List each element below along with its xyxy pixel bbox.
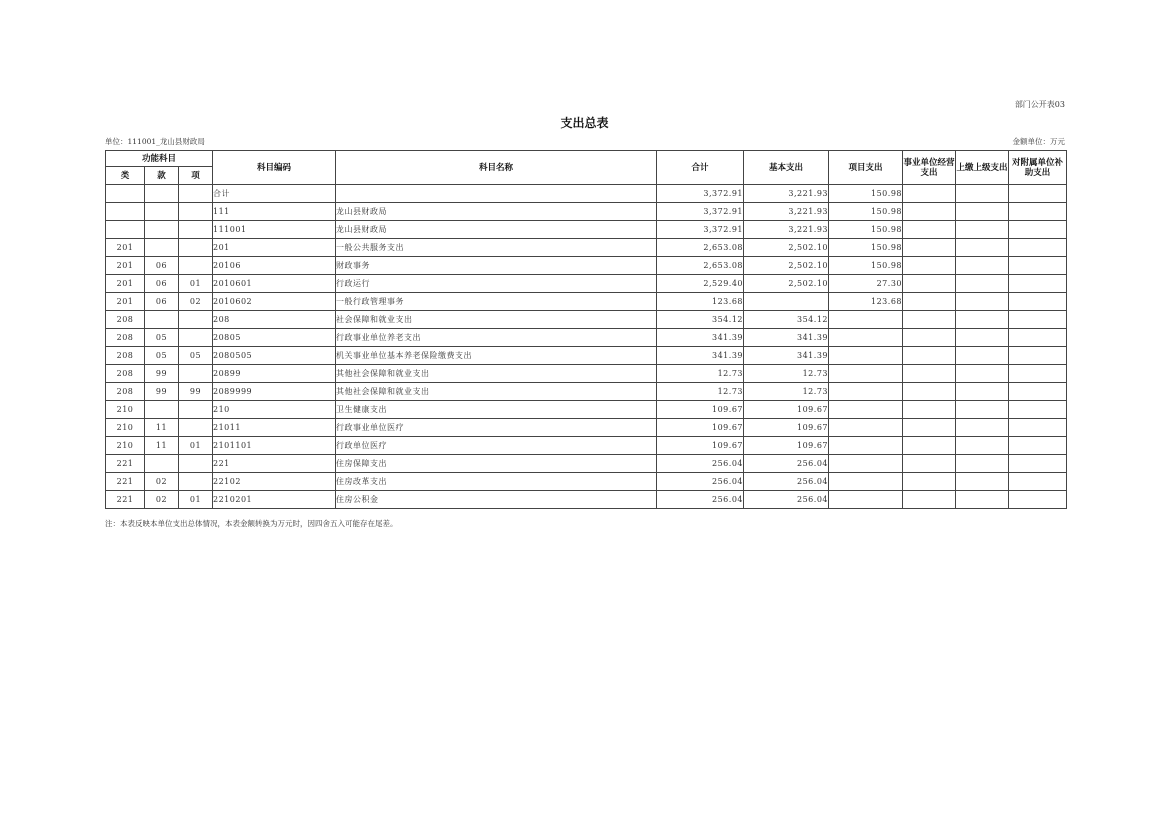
cell-project: [829, 365, 903, 383]
header-subsidy-expenditure: 对附属单位补助支出: [1009, 151, 1067, 185]
cell-total: 109.67: [657, 437, 744, 455]
cell-subsidy: [1009, 347, 1067, 365]
cell-name: 其他社会保障和就业支出: [336, 365, 657, 383]
cell-total: 256.04: [657, 491, 744, 509]
cell-xiang: [179, 239, 213, 257]
cell-kuan: [145, 239, 179, 257]
cell-subsidy: [1009, 203, 1067, 221]
cell-kuan: [145, 203, 179, 221]
cell-name: 住房保障支出: [336, 455, 657, 473]
cell-upper: [956, 473, 1009, 491]
header-business-expenditure: 事业单位经营支出: [903, 151, 956, 185]
cell-name: 行政单位医疗: [336, 437, 657, 455]
table-row: [106, 455, 1067, 473]
cell-kuan: 11: [145, 419, 179, 437]
expenditure-table: [105, 150, 1067, 509]
cell-total: 109.67: [657, 419, 744, 437]
cell-name: 社会保障和就业支出: [336, 311, 657, 329]
cell-code: 2010602: [213, 293, 336, 311]
table-row: [106, 203, 1067, 221]
cell-business: [903, 257, 956, 275]
table-row: [106, 491, 1067, 509]
cell-lei: 210: [106, 437, 145, 455]
cell-code: 2210201: [213, 491, 336, 509]
cell-kuan: 06: [145, 257, 179, 275]
cell-lei: 208: [106, 329, 145, 347]
cell-name: 其他社会保障和就业支出: [336, 383, 657, 401]
cell-code: 20899: [213, 365, 336, 383]
cell-project: 27.30: [829, 275, 903, 293]
cell-xiang: [179, 311, 213, 329]
cell-kuan: 02: [145, 473, 179, 491]
cell-lei: [106, 203, 145, 221]
cell-upper: [956, 383, 1009, 401]
cell-subsidy: [1009, 311, 1067, 329]
cell-project: 150.98: [829, 185, 903, 203]
cell-project: 150.98: [829, 203, 903, 221]
cell-basic: 256.04: [744, 491, 829, 509]
cell-subsidy: [1009, 329, 1067, 347]
cell-xiang: 99: [179, 383, 213, 401]
cell-xiang: [179, 257, 213, 275]
cell-upper: [956, 347, 1009, 365]
unit-label: 单位：111001_龙山县财政局: [105, 137, 205, 146]
cell-upper: [956, 365, 1009, 383]
cell-lei: 208: [106, 365, 145, 383]
cell-basic: 256.04: [744, 473, 829, 491]
form-number: 部门公开表03: [1014, 100, 1065, 109]
cell-subsidy: [1009, 257, 1067, 275]
cell-xiang: [179, 365, 213, 383]
cell-project: [829, 491, 903, 509]
cell-total: 3,372.91: [657, 221, 744, 239]
cell-lei: 201: [106, 257, 145, 275]
cell-xiang: [179, 455, 213, 473]
cell-project: [829, 473, 903, 491]
cell-name: 住房改革支出: [336, 473, 657, 491]
cell-subsidy: [1009, 365, 1067, 383]
cell-project: [829, 401, 903, 419]
cell-subsidy: [1009, 491, 1067, 509]
cell-business: [903, 347, 956, 365]
cell-business: [903, 473, 956, 491]
cell-project: 123.68: [829, 293, 903, 311]
header-total: 合计: [657, 151, 744, 185]
table-row: [106, 347, 1067, 365]
cell-kuan: [145, 221, 179, 239]
cell-upper: [956, 437, 1009, 455]
cell-upper: [956, 329, 1009, 347]
cell-business: [903, 455, 956, 473]
cell-upper: [956, 401, 1009, 419]
cell-lei: 208: [106, 383, 145, 401]
cell-code: 2010601: [213, 275, 336, 293]
table-row: [106, 239, 1067, 257]
table-row: [106, 257, 1067, 275]
cell-name: 机关事业单位基本养老保险缴费支出: [336, 347, 657, 365]
cell-basic: 3,221.93: [744, 221, 829, 239]
currency-unit-label: 金额单位：万元: [1012, 137, 1065, 146]
table-row: [106, 473, 1067, 491]
cell-subsidy: [1009, 383, 1067, 401]
cell-project: 150.98: [829, 239, 903, 257]
cell-project: [829, 347, 903, 365]
cell-kuan: [145, 185, 179, 203]
cell-code: 208: [213, 311, 336, 329]
cell-basic: 109.67: [744, 419, 829, 437]
cell-total: 341.39: [657, 347, 744, 365]
cell-code: 2089999: [213, 383, 336, 401]
cell-basic: 12.73: [744, 383, 829, 401]
cell-kuan: 99: [145, 383, 179, 401]
cell-total: 2,529.40: [657, 275, 744, 293]
cell-business: [903, 239, 956, 257]
cell-code: 201: [213, 239, 336, 257]
cell-code: 2080505: [213, 347, 336, 365]
cell-name: 一般行政管理事务: [336, 293, 657, 311]
cell-business: [903, 221, 956, 239]
table-row: [106, 365, 1067, 383]
cell-business: [903, 401, 956, 419]
cell-subsidy: [1009, 275, 1067, 293]
cell-lei: 210: [106, 419, 145, 437]
header-function-subject: 功能科目: [106, 151, 213, 167]
cell-name: [336, 185, 657, 203]
cell-code: 111001: [213, 221, 336, 239]
cell-basic: 12.73: [744, 365, 829, 383]
cell-basic: 2,502.10: [744, 239, 829, 257]
cell-xiang: 01: [179, 275, 213, 293]
cell-kuan: 06: [145, 275, 179, 293]
cell-lei: 201: [106, 275, 145, 293]
cell-lei: 201: [106, 239, 145, 257]
cell-business: [903, 275, 956, 293]
cell-upper: [956, 203, 1009, 221]
cell-name: 卫生健康支出: [336, 401, 657, 419]
cell-basic: 256.04: [744, 455, 829, 473]
cell-lei: [106, 185, 145, 203]
cell-xiang: [179, 419, 213, 437]
cell-kuan: 05: [145, 347, 179, 365]
cell-lei: [106, 221, 145, 239]
cell-code: 22102: [213, 473, 336, 491]
cell-lei: 221: [106, 455, 145, 473]
cell-business: [903, 311, 956, 329]
cell-code: 20106: [213, 257, 336, 275]
cell-code: 210: [213, 401, 336, 419]
cell-business: [903, 419, 956, 437]
header-kuan: 款: [145, 167, 179, 185]
cell-upper: [956, 239, 1009, 257]
header-subject-name: 科目名称: [336, 151, 657, 185]
cell-total: 256.04: [657, 473, 744, 491]
cell-kuan: 11: [145, 437, 179, 455]
cell-total: 3,372.91: [657, 185, 744, 203]
cell-business: [903, 437, 956, 455]
table-row: [106, 419, 1067, 437]
cell-subsidy: [1009, 221, 1067, 239]
cell-basic: 3,221.93: [744, 185, 829, 203]
cell-xiang: [179, 185, 213, 203]
cell-basic: 341.39: [744, 329, 829, 347]
cell-total: 3,372.91: [657, 203, 744, 221]
cell-subsidy: [1009, 419, 1067, 437]
cell-business: [903, 185, 956, 203]
cell-kuan: 99: [145, 365, 179, 383]
cell-subsidy: [1009, 437, 1067, 455]
cell-business: [903, 365, 956, 383]
cell-upper: [956, 311, 1009, 329]
cell-subsidy: [1009, 185, 1067, 203]
cell-name: 行政事业单位养老支出: [336, 329, 657, 347]
footnote: 注：本表反映本单位支出总体情况，本表金额转换为万元时，因四舍五入可能存在尾差。: [105, 519, 398, 528]
cell-name: 龙山县财政局: [336, 203, 657, 221]
cell-kuan: [145, 401, 179, 419]
cell-upper: [956, 185, 1009, 203]
cell-total: 12.73: [657, 365, 744, 383]
cell-upper: [956, 221, 1009, 239]
cell-name: 龙山县财政局: [336, 221, 657, 239]
cell-total: 341.39: [657, 329, 744, 347]
cell-project: [829, 437, 903, 455]
header-subject-code: 科目编码: [213, 151, 336, 185]
table-row: [106, 383, 1067, 401]
cell-name: 一般公共服务支出: [336, 239, 657, 257]
cell-xiang: [179, 329, 213, 347]
cell-lei: 208: [106, 347, 145, 365]
cell-total: 256.04: [657, 455, 744, 473]
cell-project: [829, 419, 903, 437]
cell-code: 20805: [213, 329, 336, 347]
header-project-expenditure: 项目支出: [829, 151, 903, 185]
cell-upper: [956, 293, 1009, 311]
cell-subsidy: [1009, 455, 1067, 473]
cell-code: 合计: [213, 185, 336, 203]
table-row: [106, 329, 1067, 347]
cell-xiang: 01: [179, 437, 213, 455]
table-row: [106, 401, 1067, 419]
cell-xiang: [179, 401, 213, 419]
cell-business: [903, 329, 956, 347]
cell-subsidy: [1009, 239, 1067, 257]
cell-lei: 208: [106, 311, 145, 329]
cell-name: 行政运行: [336, 275, 657, 293]
cell-xiang: 05: [179, 347, 213, 365]
table-row: [106, 311, 1067, 329]
cell-business: [903, 383, 956, 401]
cell-project: 150.98: [829, 221, 903, 239]
cell-project: [829, 455, 903, 473]
table-row: [106, 185, 1067, 203]
cell-basic: 354.12: [744, 311, 829, 329]
cell-basic: 2,502.10: [744, 275, 829, 293]
cell-subsidy: [1009, 401, 1067, 419]
cell-xiang: [179, 221, 213, 239]
cell-upper: [956, 491, 1009, 509]
cell-kuan: 06: [145, 293, 179, 311]
cell-lei: 210: [106, 401, 145, 419]
cell-total: 12.73: [657, 383, 744, 401]
cell-subsidy: [1009, 473, 1067, 491]
cell-lei: 221: [106, 473, 145, 491]
cell-total: 2,653.08: [657, 239, 744, 257]
cell-kuan: 05: [145, 329, 179, 347]
cell-total: 123.68: [657, 293, 744, 311]
header-basic-expenditure: 基本支出: [744, 151, 829, 185]
cell-kuan: 02: [145, 491, 179, 509]
cell-lei: 221: [106, 491, 145, 509]
cell-kuan: [145, 311, 179, 329]
header-xiang: 项: [179, 167, 213, 185]
cell-basic: 341.39: [744, 347, 829, 365]
cell-total: 2,653.08: [657, 257, 744, 275]
cell-total: 354.12: [657, 311, 744, 329]
table-row: [106, 437, 1067, 455]
cell-code: 21011: [213, 419, 336, 437]
table-row: [106, 275, 1067, 293]
cell-basic: 3,221.93: [744, 203, 829, 221]
cell-business: [903, 293, 956, 311]
cell-name: 财政事务: [336, 257, 657, 275]
header-upper-level-expenditure: 上缴上级支出: [956, 151, 1009, 185]
table-row: [106, 293, 1067, 311]
cell-upper: [956, 455, 1009, 473]
cell-project: [829, 383, 903, 401]
cell-xiang: 01: [179, 491, 213, 509]
table-row: [106, 221, 1067, 239]
cell-upper: [956, 419, 1009, 437]
cell-business: [903, 491, 956, 509]
cell-code: 111: [213, 203, 336, 221]
cell-upper: [956, 275, 1009, 293]
cell-basic: 109.67: [744, 401, 829, 419]
cell-xiang: [179, 473, 213, 491]
cell-project: 150.98: [829, 257, 903, 275]
cell-project: [829, 311, 903, 329]
cell-code: 221: [213, 455, 336, 473]
cell-name: 住房公积金: [336, 491, 657, 509]
cell-lei: 201: [106, 293, 145, 311]
cell-basic: 109.67: [744, 437, 829, 455]
cell-xiang: [179, 203, 213, 221]
cell-subsidy: [1009, 293, 1067, 311]
header-lei: 类: [106, 167, 145, 185]
cell-code: 2101101: [213, 437, 336, 455]
cell-xiang: 02: [179, 293, 213, 311]
cell-upper: [956, 257, 1009, 275]
cell-basic: [744, 293, 829, 311]
page-title: 支出总表: [560, 116, 609, 130]
cell-basic: 2,502.10: [744, 257, 829, 275]
cell-total: 109.67: [657, 401, 744, 419]
cell-kuan: [145, 455, 179, 473]
cell-business: [903, 203, 956, 221]
cell-project: [829, 329, 903, 347]
cell-name: 行政事业单位医疗: [336, 419, 657, 437]
